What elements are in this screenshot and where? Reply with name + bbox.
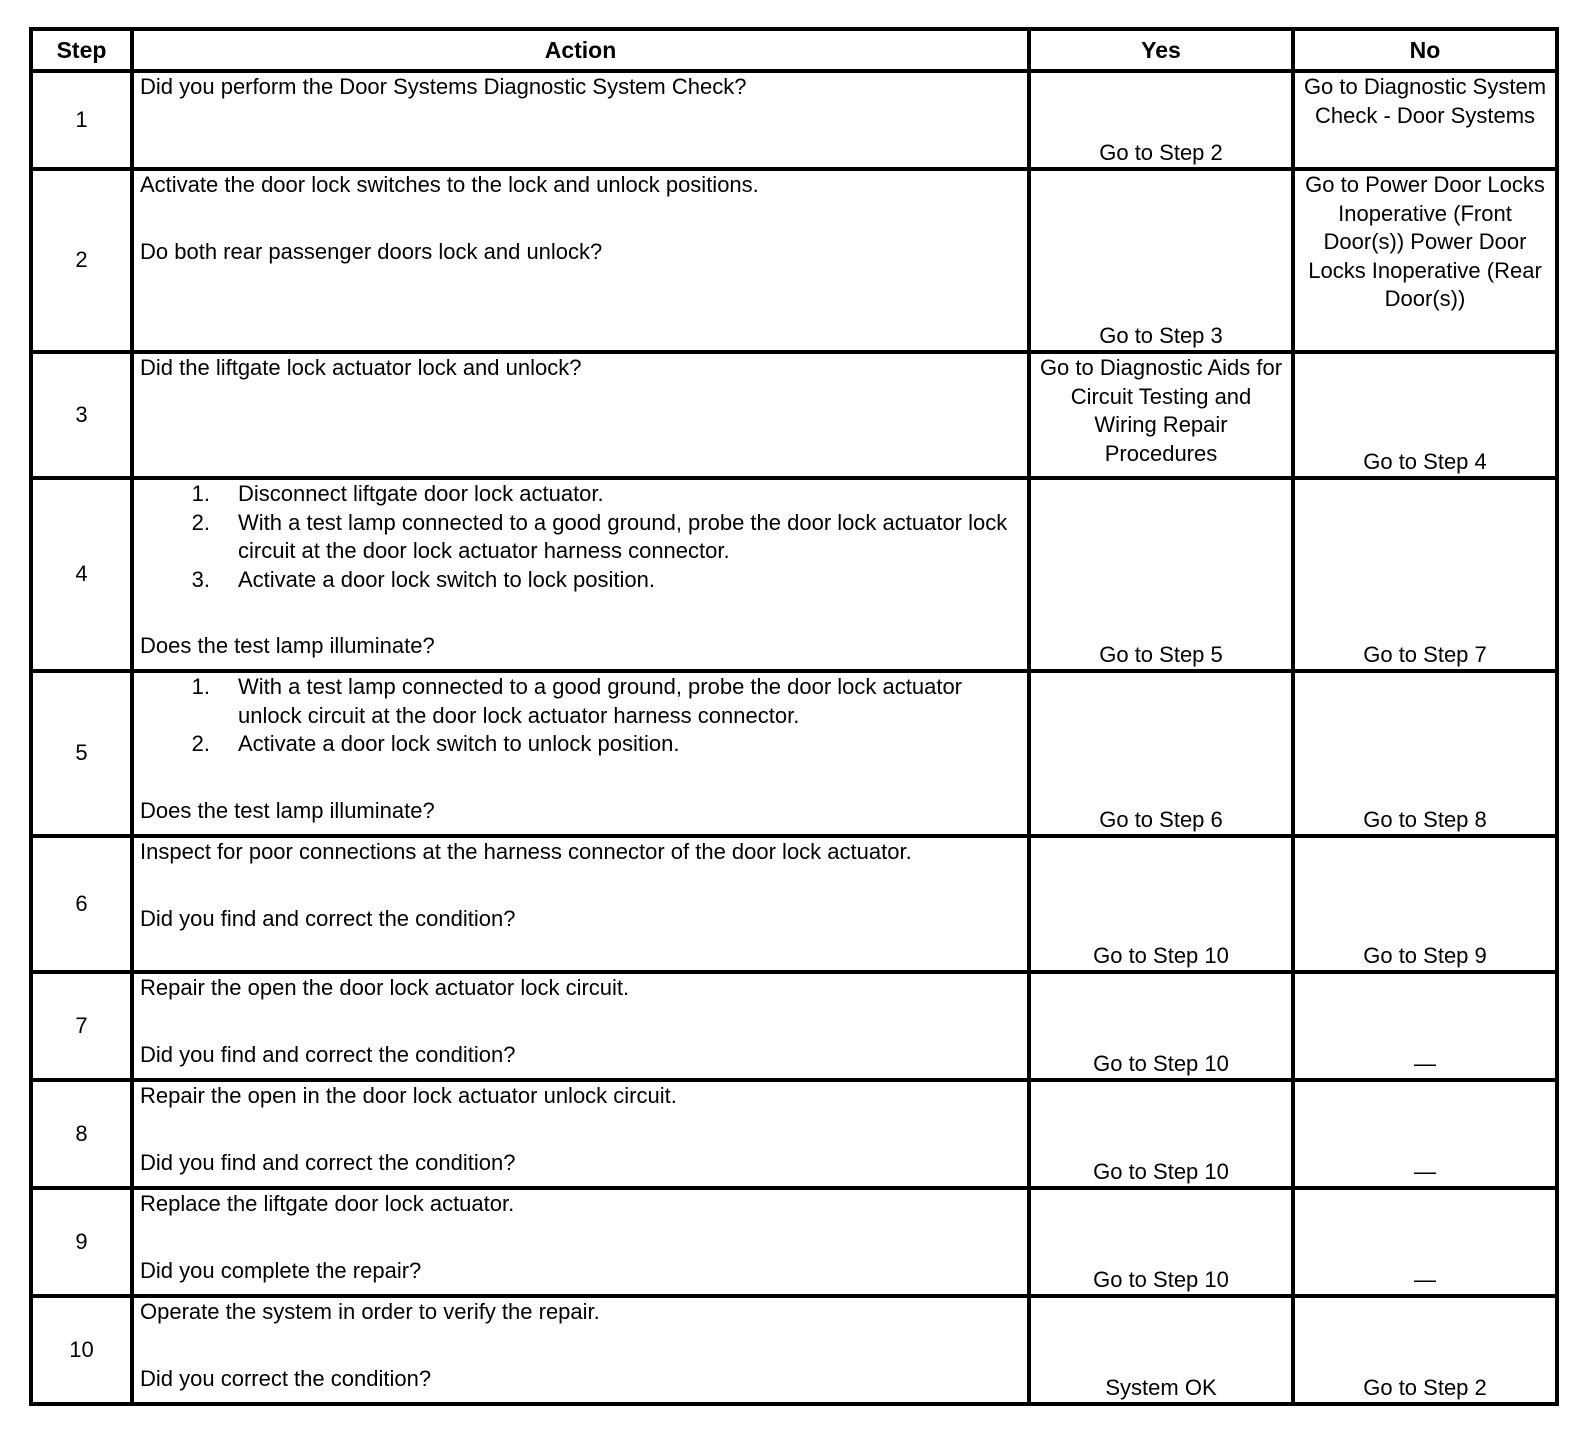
step-number: 2 xyxy=(31,169,132,352)
no-cell: — xyxy=(1293,1080,1557,1188)
table-row xyxy=(31,352,1557,478)
action-text: Did you perform the Door Systems Diagnostic System Check? xyxy=(140,74,747,99)
step-number: 7 xyxy=(31,972,132,1080)
yes-cell: Go to Step 10 xyxy=(1029,1188,1293,1296)
action-question: Does the test lamp illuminate? xyxy=(140,797,435,823)
table-row xyxy=(31,1296,1557,1404)
step-number: 3 xyxy=(31,352,132,478)
no-cell: — xyxy=(1293,1188,1557,1296)
header-row xyxy=(31,29,1557,71)
action-question: Did you find and correct the condition? xyxy=(140,1041,516,1067)
step-number: 6 xyxy=(31,836,132,972)
no-cell: — xyxy=(1293,972,1557,1080)
action-text: Repair the open the door lock actuator lock circuit. xyxy=(140,975,630,1000)
action-question: Does the test lamp illuminate? xyxy=(140,633,435,658)
list-item xyxy=(140,673,1021,730)
substep-number: 3. xyxy=(191,566,210,592)
action-cell xyxy=(132,71,1029,169)
action-cell xyxy=(132,836,1029,972)
step-number: 9 xyxy=(31,1188,132,1296)
action-text: Activate the door lock switches to the lock and unlock positions. xyxy=(140,172,759,197)
table-row xyxy=(31,478,1557,671)
header-yes: Yes xyxy=(1029,29,1293,71)
table-row xyxy=(31,972,1557,1080)
table-row xyxy=(31,71,1557,169)
substep-text: Activate a door lock switch to unlock position. xyxy=(238,731,680,756)
yes-cell: Go to Diagnostic Aids for Circuit Testing and Wiring Repair Procedures xyxy=(1029,352,1293,478)
yes-cell: Go to Step 10 xyxy=(1029,1080,1293,1188)
no-cell: Go to Power Door Locks Inoperative (Front Door(s)) Power Door Locks Inoperative (Rear Door(s)) xyxy=(1293,169,1557,352)
action-question: Did you find and correct the condition? xyxy=(140,905,516,931)
substep-text: With a test lamp connected to a good ground, probe the door lock actuator lock circuit at the door lock actuator harness connector. xyxy=(238,509,1008,563)
yes-cell: Go to Step 2 xyxy=(1029,71,1293,169)
substep-number: 2. xyxy=(191,509,210,535)
action-text: Replace the liftgate door lock actuator. xyxy=(140,1191,515,1216)
action-text: Inspect for poor connections at the harness connector of the door lock actuator. xyxy=(140,839,912,864)
no-cell: Go to Step 8 xyxy=(1293,671,1557,836)
step-number: 4 xyxy=(31,478,132,671)
action-cell xyxy=(132,478,1029,671)
action-cell xyxy=(132,972,1029,1080)
substep-list xyxy=(140,673,1021,759)
yes-cell: Go to Step 10 xyxy=(1029,836,1293,972)
substep-text: Activate a door lock switch to lock position. xyxy=(238,566,655,592)
action-text: Repair the open in the door lock actuator unlock circuit. xyxy=(140,1083,677,1108)
action-cell xyxy=(132,1296,1029,1404)
list-item xyxy=(140,509,1021,566)
table-row xyxy=(31,836,1557,972)
list-item xyxy=(140,566,1021,595)
yes-cell: Go to Step 10 xyxy=(1029,972,1293,1080)
action-cell xyxy=(132,352,1029,478)
action-cell xyxy=(132,1080,1029,1188)
yes-cell: Go to Step 6 xyxy=(1029,671,1293,836)
action-question: Did you find and correct the condition? xyxy=(140,1149,516,1175)
action-cell xyxy=(132,1188,1029,1296)
step-number: 5 xyxy=(31,671,132,836)
substep-number: 1. xyxy=(191,481,210,506)
table-row xyxy=(31,1188,1557,1296)
substep-number: 2. xyxy=(191,731,210,756)
substep-text: With a test lamp connected to a good ground, probe the door lock actuator unlock circuit at the door lock actuator harness connector. xyxy=(238,674,963,728)
step-number: 10 xyxy=(31,1296,132,1404)
header-no: No xyxy=(1293,29,1557,71)
yes-cell: Go to Step 3 xyxy=(1029,169,1293,352)
yes-cell: System OK xyxy=(1029,1296,1293,1404)
list-item xyxy=(140,730,1021,759)
action-question: Do both rear passenger doors lock and unlock? xyxy=(140,238,603,264)
action-cell xyxy=(132,169,1029,352)
diagnostic-table xyxy=(29,27,1559,1406)
action-cell xyxy=(132,671,1029,836)
step-number: 8 xyxy=(31,1080,132,1188)
action-question: Did you correct the condition? xyxy=(140,1365,432,1391)
action-text: Did the liftgate lock actuator lock and unlock? xyxy=(140,355,582,380)
no-cell: Go to Step 9 xyxy=(1293,836,1557,972)
substep-text: Disconnect liftgate door lock actuator. xyxy=(238,481,604,506)
yes-cell: Go to Step 5 xyxy=(1029,478,1293,671)
no-cell: Go to Step 2 xyxy=(1293,1296,1557,1404)
table-row xyxy=(31,671,1557,836)
header-action: Action xyxy=(132,29,1029,71)
list-item xyxy=(140,480,1021,509)
action-question: Did you complete the repair? xyxy=(140,1257,422,1283)
action-text: Operate the system in order to verify the repair. xyxy=(140,1299,600,1324)
step-number: 1 xyxy=(31,71,132,169)
substep-number: 1. xyxy=(191,674,210,699)
no-cell: Go to Step 7 xyxy=(1293,478,1557,671)
no-cell: Go to Diagnostic System Check - Door Systems xyxy=(1293,71,1557,169)
substep-list xyxy=(140,480,1021,594)
table-row xyxy=(31,169,1557,352)
header-step: Step xyxy=(31,29,132,71)
table-row xyxy=(31,1080,1557,1188)
no-cell: Go to Step 4 xyxy=(1293,352,1557,478)
